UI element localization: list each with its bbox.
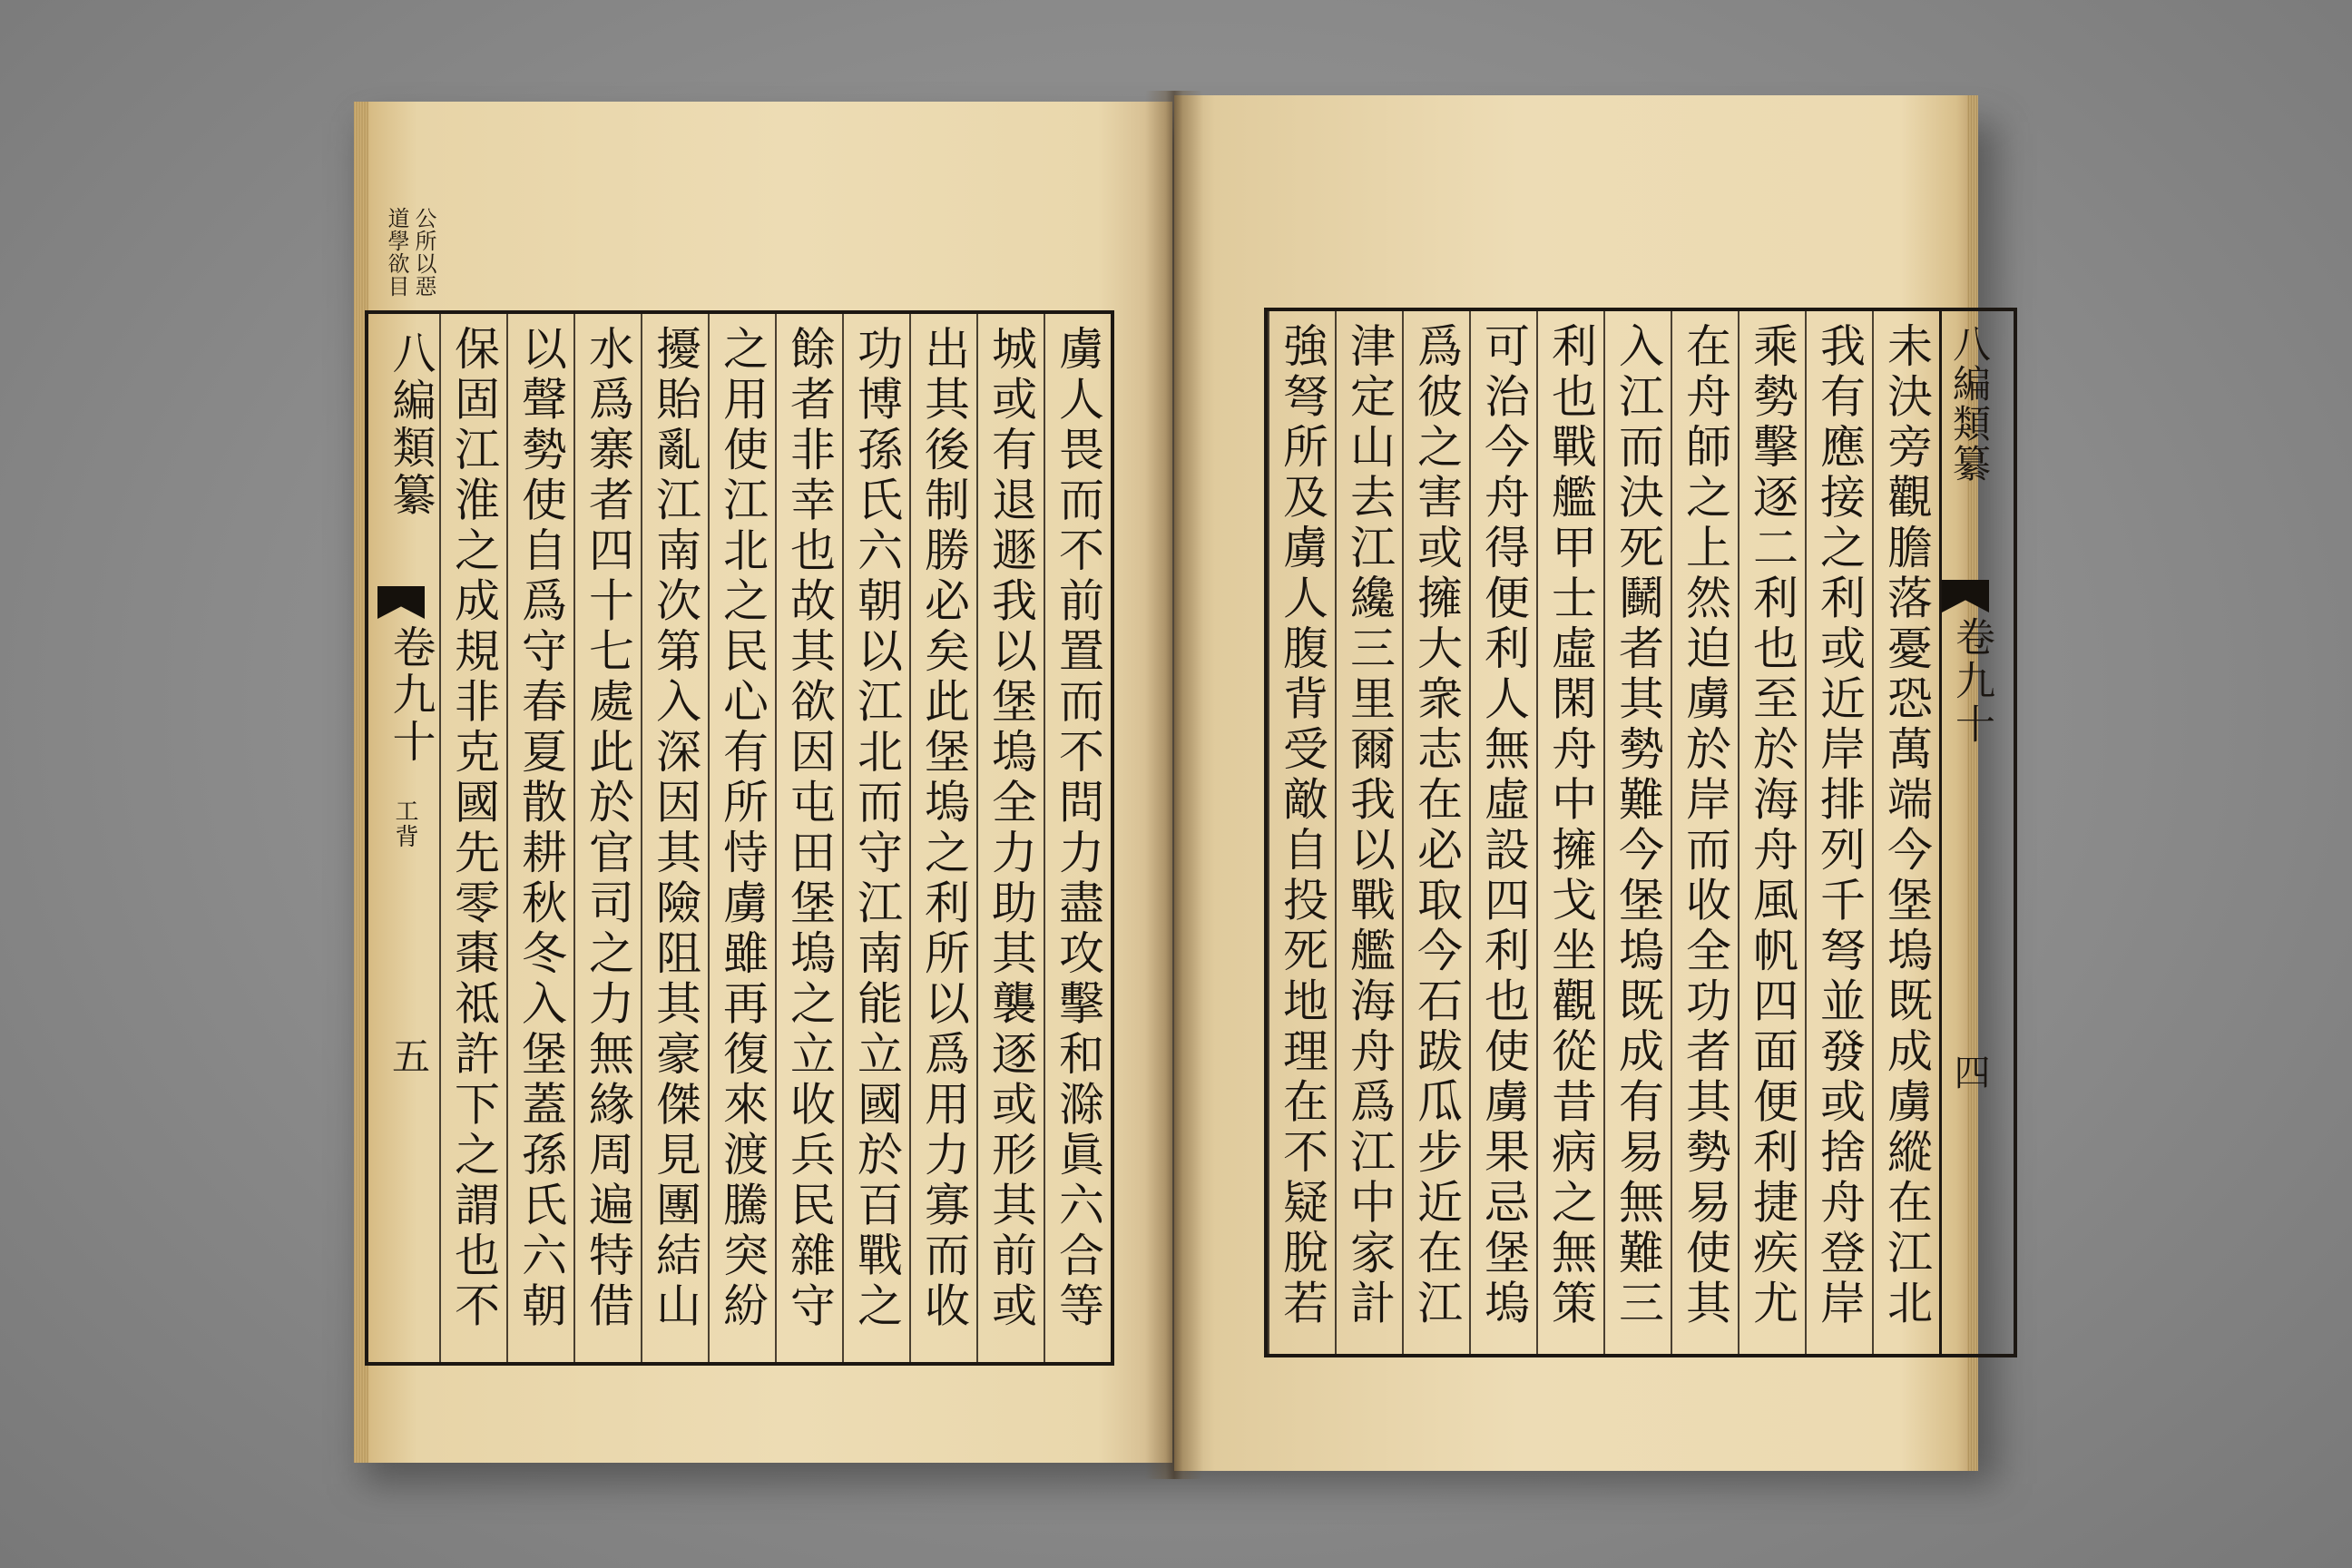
marginal-note [385, 207, 436, 307]
text-column: 津定山去江纔三里爾我以戰艦海舟爲江中家計 [1335, 311, 1402, 1354]
page-margin-column [1939, 311, 2014, 1354]
left-page [354, 102, 1172, 1463]
text-column: 以聲勢使自爲守春夏散耕秋冬入堡蓋孫氏六朝 [506, 314, 573, 1362]
print-frame [1264, 308, 2017, 1357]
text-column: 爲彼之害或擁大衆志在必取今石跋瓜步近在江 [1402, 311, 1469, 1354]
text-column: 出其後制勝必矣此堡塢之利所以爲用力寡而收 [909, 314, 976, 1362]
text-column: 我有應接之利或近岸排列千弩並發或捨舟登岸 [1805, 311, 1872, 1354]
text-column: 虜人畏而不前置而不問力盡攻擊和滁眞六合等 [1044, 314, 1111, 1362]
leaf-number: 四 [1948, 1054, 1990, 1090]
print-frame [365, 310, 1114, 1366]
book-title: 八編類纂 [385, 330, 436, 519]
text-column: 未決旁觀膽落憂恐萬端今堡塢既成虜縱在江北 [1872, 311, 1939, 1354]
text-column: 功博孫氏六朝以江北而守江南能立國於百戰之 [842, 314, 909, 1362]
text-column: 擾貽亂江南次第入深因其險阻其豪傑見團結山 [641, 314, 708, 1362]
marginal-note-line: 公所以惡 [411, 207, 436, 298]
fish-tail-mark [377, 586, 425, 619]
volume-number: 卷九十 [385, 624, 436, 766]
text-column: 強弩所及虜人腹背受敵自投死地理在不疑脫若 [1268, 311, 1335, 1354]
text-column: 可治今舟得便利人無虛設四利也使虜果忌堡塢 [1469, 311, 1536, 1354]
right-page [1174, 95, 1994, 1471]
text-column: 乘勢擊逐二利也至於海舟風帆四面便利捷疾尤 [1738, 311, 1805, 1354]
text-column: 利也戰艦甲士虛閑舟中擁戈坐觀從昔病之無策 [1536, 311, 1603, 1354]
section-name: 工背 [391, 799, 418, 849]
text-column: 餘者非幸也故其欲因屯田堡塢之立收兵民雜守 [775, 314, 842, 1362]
text-column: 之用使江北之民心有所恃虜雖再復來渡騰突紛 [708, 314, 775, 1362]
fish-tail-mark [1942, 580, 1989, 612]
book-gutter-shadow [1145, 91, 1203, 1479]
marginal-note-line: 道學欲目 [384, 207, 409, 298]
volume-number: 卷九十 [1948, 616, 1994, 747]
text-column: 保固江淮之成規非克國先零棗祗許下之謂也不 [439, 314, 506, 1362]
text-column: 水爲寨者四十七處此於官司之力無緣周遍特借 [573, 314, 641, 1362]
leaf-number: 五 [387, 1036, 431, 1074]
text-column: 城或有退遯我以堡塢全力助其襲逐或形其前或 [976, 314, 1044, 1362]
page-margin-column [368, 314, 439, 1362]
text-column: 入江而決死鬭者其勢難今堡塢既成有易無難三 [1603, 311, 1671, 1354]
book-title: 八編類纂 [1947, 324, 1992, 484]
text-column: 在舟師之上然迫虜於岸而收全功者其勢易使其 [1671, 311, 1738, 1354]
